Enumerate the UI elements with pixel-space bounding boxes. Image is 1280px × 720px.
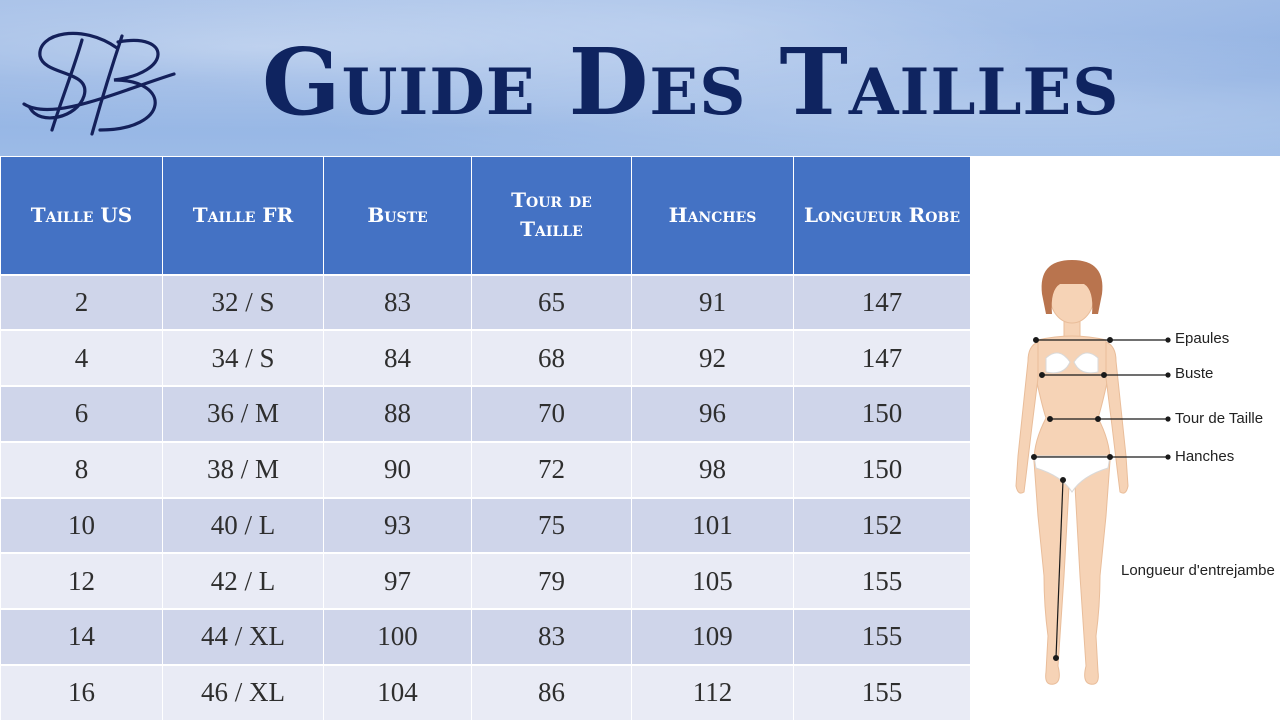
label-waist: Tour de Taille <box>1175 410 1264 427</box>
table-cell: 91 <box>632 275 794 331</box>
table-cell: 2 <box>1 275 163 331</box>
table-row <box>1 609 971 665</box>
table-cell: 36 / M <box>163 386 324 442</box>
table-cell: 42 / L <box>163 553 324 609</box>
table-cell: 112 <box>632 665 794 720</box>
table-cell: 75 <box>472 498 632 554</box>
table-cell: 65 <box>472 275 632 331</box>
table-row <box>1 442 971 498</box>
table-cell: 8 <box>1 442 163 498</box>
table-cell: 150 <box>794 442 971 498</box>
table-cell: 104 <box>324 665 472 720</box>
table-cell: 32 / S <box>163 275 324 331</box>
table-cell: 10 <box>1 498 163 554</box>
table-cell: 14 <box>1 609 163 665</box>
table-cell: 40 / L <box>163 498 324 554</box>
table-cell: 84 <box>324 330 472 386</box>
label-shoulders: Epaules <box>1175 330 1230 347</box>
table-cell: 83 <box>324 275 472 331</box>
table-cell: 147 <box>794 330 971 386</box>
table-cell: 34 / S <box>163 330 324 386</box>
table-cell: 70 <box>472 386 632 442</box>
measurement-figure <box>972 156 1280 720</box>
table-cell: 16 <box>1 665 163 720</box>
table-cell: 68 <box>472 330 632 386</box>
size-chart-table <box>0 156 971 720</box>
table-row <box>1 498 971 554</box>
table-cell: 150 <box>794 386 971 442</box>
table-cell: 46 / XL <box>163 665 324 720</box>
table-row <box>1 275 971 331</box>
table-row <box>1 386 971 442</box>
table-cell: 83 <box>472 609 632 665</box>
table-header-row <box>1 157 971 275</box>
column-header-hanches: Hanches <box>632 157 794 275</box>
table-cell: 101 <box>632 498 794 554</box>
label-hips: Hanches <box>1175 448 1235 465</box>
column-header-buste: Buste <box>324 157 472 275</box>
header-banner <box>0 0 1280 156</box>
body-silhouette-illustration <box>972 156 1280 720</box>
table-cell: 152 <box>794 498 971 554</box>
table-cell: 12 <box>1 553 163 609</box>
table-cell: 38 / M <box>163 442 324 498</box>
label-bust: Buste <box>1175 365 1214 382</box>
table-cell: 44 / XL <box>163 609 324 665</box>
table-cell: 105 <box>632 553 794 609</box>
page-title: Guide Des Tailles <box>262 28 1120 136</box>
table-cell: 100 <box>324 609 472 665</box>
table-row <box>1 330 971 386</box>
column-header-tour-de-taille: Tour de Taille <box>472 157 632 275</box>
table-cell: 96 <box>632 386 794 442</box>
column-header-taille-us: Taille US <box>1 157 163 275</box>
brand-logo <box>22 18 182 144</box>
table-cell: 93 <box>324 498 472 554</box>
column-header-longueur-robe: Longueur Robe <box>794 157 971 275</box>
table-cell: 86 <box>472 665 632 720</box>
table-cell: 90 <box>324 442 472 498</box>
table-cell: 97 <box>324 553 472 609</box>
table-row <box>1 553 971 609</box>
table-cell: 88 <box>324 386 472 442</box>
table-cell: 109 <box>632 609 794 665</box>
table-row <box>1 665 971 720</box>
table-cell: 79 <box>472 553 632 609</box>
table-cell: 155 <box>794 609 971 665</box>
table-cell: 4 <box>1 330 163 386</box>
label-inseam: Longueur d'entrejambe <box>1121 562 1275 579</box>
table-cell: 155 <box>794 553 971 609</box>
table-cell: 72 <box>472 442 632 498</box>
table-cell: 147 <box>794 275 971 331</box>
table-cell: 155 <box>794 665 971 720</box>
table-cell: 98 <box>632 442 794 498</box>
table-cell: 6 <box>1 386 163 442</box>
table-cell: 92 <box>632 330 794 386</box>
column-header-taille-fr: Taille FR <box>163 157 324 275</box>
